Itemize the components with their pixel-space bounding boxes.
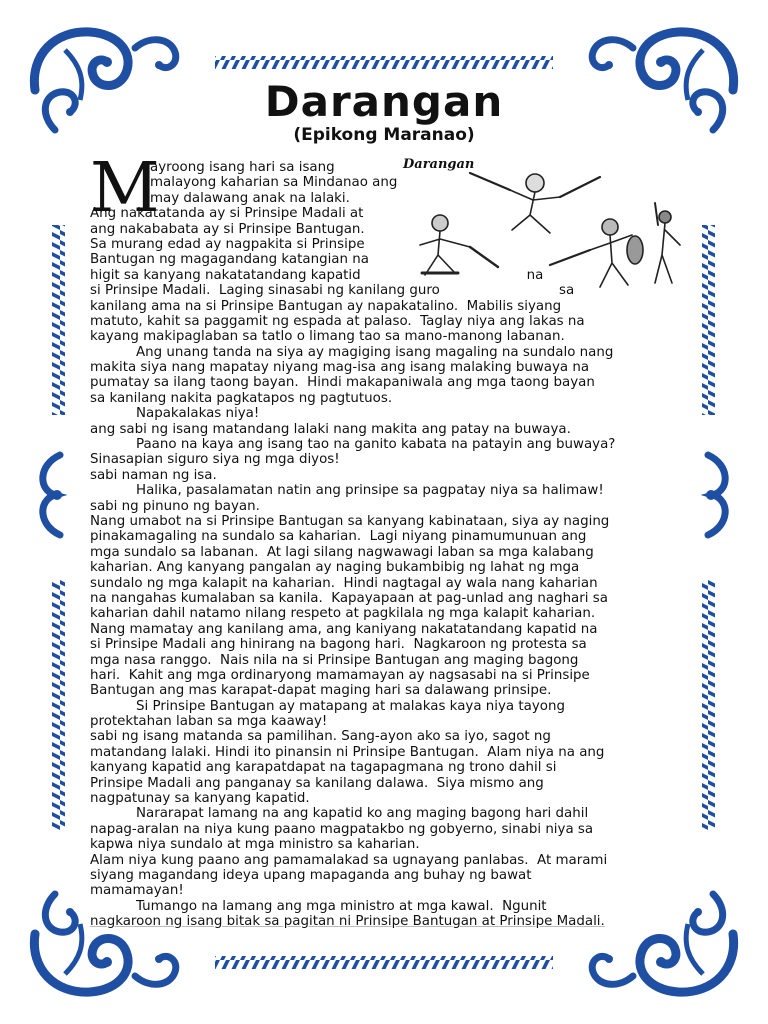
text-line: kanyang kapatid ang karapatdapat na tagapagmana ng trono dahil si	[90, 760, 557, 776]
text-line: makita siya nang mapatay niyang mag-isa ang isang malaking buwaya na	[90, 360, 590, 376]
text-line: ang nakababata ay si Prinsipe Bantugan.	[90, 221, 365, 237]
text-line: kaharian. Ang kanyang pangalan ay naging bukambibig ng lahat ng mga	[90, 560, 580, 576]
text-line: Prinsipe Madali ang panganay sa kanilang dalawa. Siya mismo ang	[90, 775, 544, 791]
text-line: Ang unang tanda na siya ay magiging isang magaling na sundalo nang	[136, 344, 614, 360]
text-line: pumatay sa ilang taong bayan. Hindi makapaniwala ang mga taong bayan	[90, 375, 595, 391]
text-line: protektahan laban sa mga kaaway!	[90, 714, 328, 730]
text-line: malayong kaharian sa Mindanao ang	[150, 175, 398, 191]
text-line: sabi ng pinuno ng bayan.	[90, 498, 260, 514]
text-line: may dalawang anak na lalaki.	[150, 190, 350, 206]
text-line: matandang lalaki. Hindi ito pinansin ni Prinsipe Bantugan. Alam niya na ang	[90, 744, 605, 760]
text-line: Nang mamatay ang kanilang ama, ang kaniyang nakatatandang kapatid na	[90, 621, 598, 637]
text-line: mga nasa ranggo. Nais nila na si Prinsipe Bantugan ang maging bagong	[90, 652, 579, 668]
text-line: na nangahas kumalaban sa kanila. Kapayapaan at pag-unlad ang naghari sa	[90, 590, 608, 606]
text-line: ayroong isang hari sa isang	[150, 160, 335, 175]
text-line: Ang nakatatanda ay si Prinsipe Madali at	[90, 206, 364, 222]
text-line: Nang umabot na si Prinsipe Bantugan sa kanyang kabinataan, siya ay naging	[90, 513, 610, 529]
illustration-label: Darangan	[403, 157, 475, 172]
text-line: sa kanilang nakita pagkatapos ng pagtutuos.	[90, 390, 393, 406]
text-line: kanilang ama na si Prinsipe Bantugan ay napakatalino. Mabilis siyang	[90, 298, 562, 314]
document-title: Darangan	[264, 77, 504, 126]
text-line: mamamayan!	[90, 883, 184, 899]
text-line: siyang magandang ideya upang mapaganda ang buhay ng bawat	[90, 867, 532, 883]
document-subtitle: (Epikong Maranao)	[293, 125, 475, 145]
text-line: Sinasapian siguro siya ng mga diyos!	[90, 452, 340, 468]
text-line: kayang makipaglaban sa tatlo o limang tao sa mano-manong labanan.	[90, 329, 565, 345]
text-line: pinakamagaling na sundalo sa kaharian. Lagi niyang pinamumunuan ang	[90, 529, 587, 545]
text-line: nagpatunay sa kanyang kapatid.	[90, 791, 310, 807]
text-line: Bantugan ng magagandang katangian na	[90, 252, 369, 268]
text-line: Bantugan ang mas karapat-dapat maging hari sa dalawang prinsipe.	[90, 683, 552, 699]
text-line: Tumango na lamang ang mga ministro at mga kawal. Ngunit	[136, 898, 547, 914]
text-line: si Prinsipe Madali. Laging sinasabi ng kanilang guro sa	[90, 283, 575, 299]
text-line: hari. Kahit ang mga ordinaryong mamamayan ay nagsasabi na si Prinsipe	[90, 667, 590, 683]
text-line: Paano na kaya ang isang tao na ganito kabata na patayin ang buwaya?	[136, 437, 616, 453]
text-line: kaharian dahil natamo nilang respeto at pagkilala ng mga kalapit kaharian.	[90, 606, 596, 622]
text-line: Alam niya kung paano ang pamamalakad sa ugnayang panlabas. At marami	[90, 852, 608, 868]
text-line: Sa murang edad ay nagpakita si Prinsipe	[90, 236, 365, 252]
text-line: sabi naman ng isa.	[90, 467, 217, 483]
text-line: Napakalakas niya!	[136, 406, 260, 422]
text-line: si Prinsipe Madali ang hinirang na bagong hari. Nagkaroon ng protesta sa	[90, 637, 587, 653]
text-line: Halika, pasalamatan natin ang prinsipe sa pagpatay niya sa halimaw!	[136, 483, 604, 499]
text-line: kapwa niya sundalo at mga ministro sa kaharian.	[90, 837, 420, 853]
text-line: sabi ng isang matanda sa pamilihan. Sang-ayon ako sa iyo, sagot ng	[90, 729, 551, 745]
text-line: sundalo ng mga kalapit na kaharian. Hindi nagtagal ay wala nang kaharian	[90, 575, 598, 591]
text-line: Nararapat lamang na ang kapatid ko ang maging bagong hari dahil	[136, 806, 589, 822]
text-line: higit sa kanyang nakatatandang kapatid na	[90, 267, 544, 283]
text-line: matuto, kahit sa paggamit ng espada at palaso. Taglay niya ang lakas na	[90, 313, 585, 329]
text-line: napag-aralan na niya kung paano magpatakbo ng gobyerno, sinabi niya sa	[90, 821, 594, 837]
drop-cap: M	[90, 149, 160, 228]
story-text	[90, 160, 680, 930]
text-line: mga sundalo sa labanan. At lagi silang nagwawagi laban sa mga kalabang	[90, 544, 594, 560]
text-line: ang sabi ng isang matandang lalaki nang makita ang patay na buwaya.	[90, 421, 571, 437]
text-line: nagkaroon ng isang bitak sa pagitan ni Prinsipe Bantugan at Prinsipe Madali.	[90, 914, 605, 930]
text-line: Si Prinsipe Bantugan ay matapang at malakas kaya niya tayong	[136, 698, 565, 714]
